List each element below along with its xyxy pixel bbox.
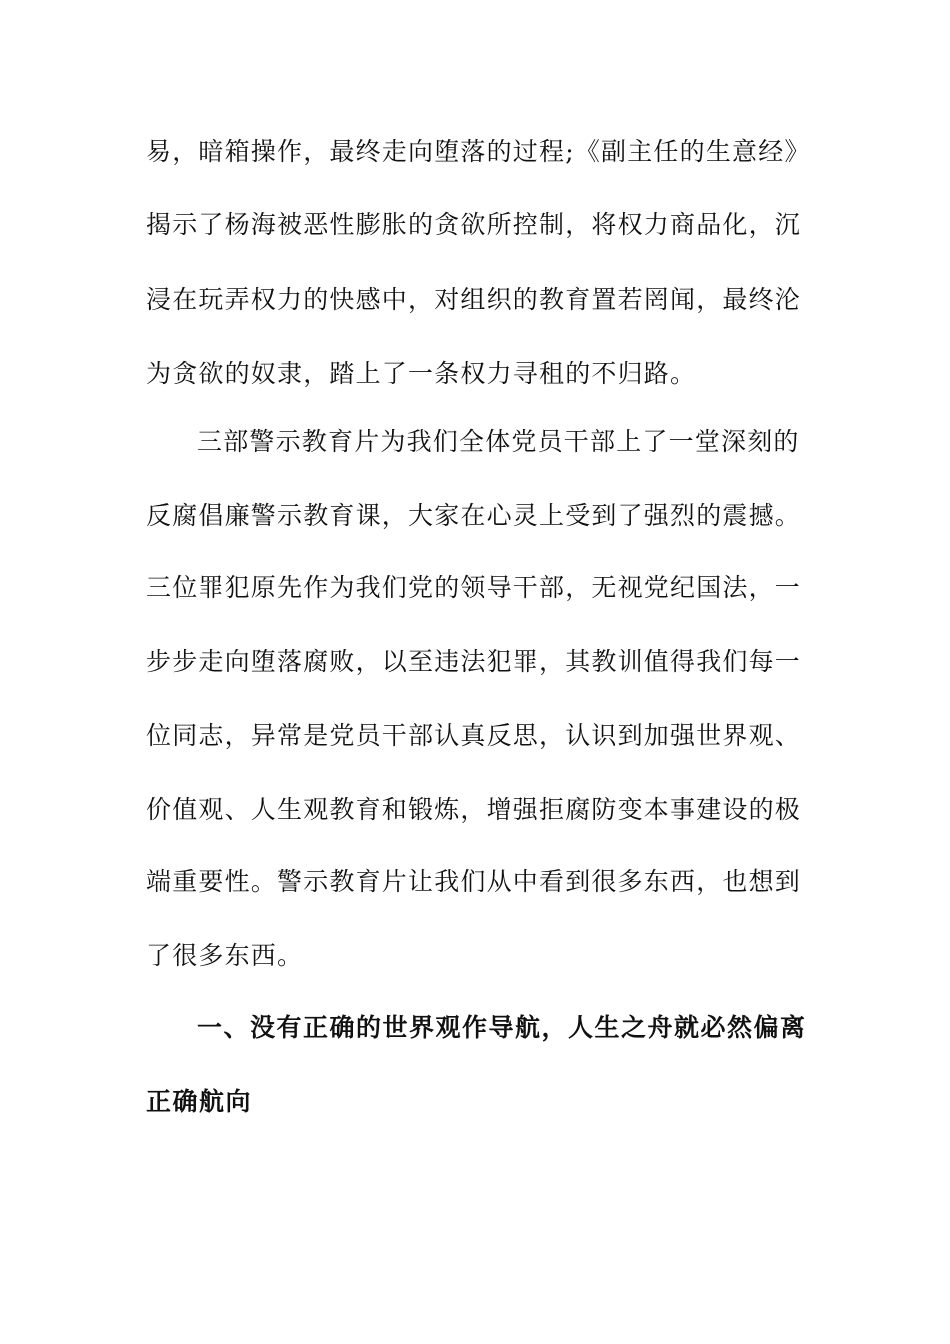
paragraph-line: 浸在玩弄权力的快感中，对组织的教育置若罔闻，最终沦	[146, 285, 802, 314]
paragraph-line: 易，暗箱操作，最终走向堕落的过程;《副主任的生意经》	[146, 137, 811, 166]
paragraph-line: 步步走向堕落腐败，以至违法犯罪，其教训值得我们每一	[146, 647, 802, 676]
paragraph-line: 为贪欲的奴隶，踏上了一条权力寻租的不归路。	[146, 359, 697, 388]
paragraph-line: 反腐倡廉警示教育课，大家在心灵上受到了强烈的震撼。	[146, 501, 802, 530]
paragraph-line: 三位罪犯原先作为我们党的领导干部，无视党纪国法，一	[146, 573, 802, 602]
paragraph-line: 位同志，异常是党员干部认真反思，认识到加强世界观、	[146, 721, 802, 750]
paragraph-line: 了很多东西。	[146, 941, 304, 970]
paragraph-line: 三部警示教育片为我们全体党员干部上了一堂深刻的	[197, 427, 800, 456]
paragraph-line: 价值观、人生观教育和锻炼，增强拒腐防变本事建设的极	[146, 795, 802, 824]
section-heading-line: 一、没有正确的世界观作导航，人生之舟就必然偏离	[197, 1013, 807, 1042]
paragraph-line: 端重要性。警示教育片让我们从中看到很多东西，也想到	[146, 867, 802, 896]
section-heading-line: 正确航向	[146, 1087, 253, 1116]
paragraph-line: 揭示了杨海被恶性膨胀的贪欲所控制，将权力商品化，沉	[146, 210, 802, 239]
